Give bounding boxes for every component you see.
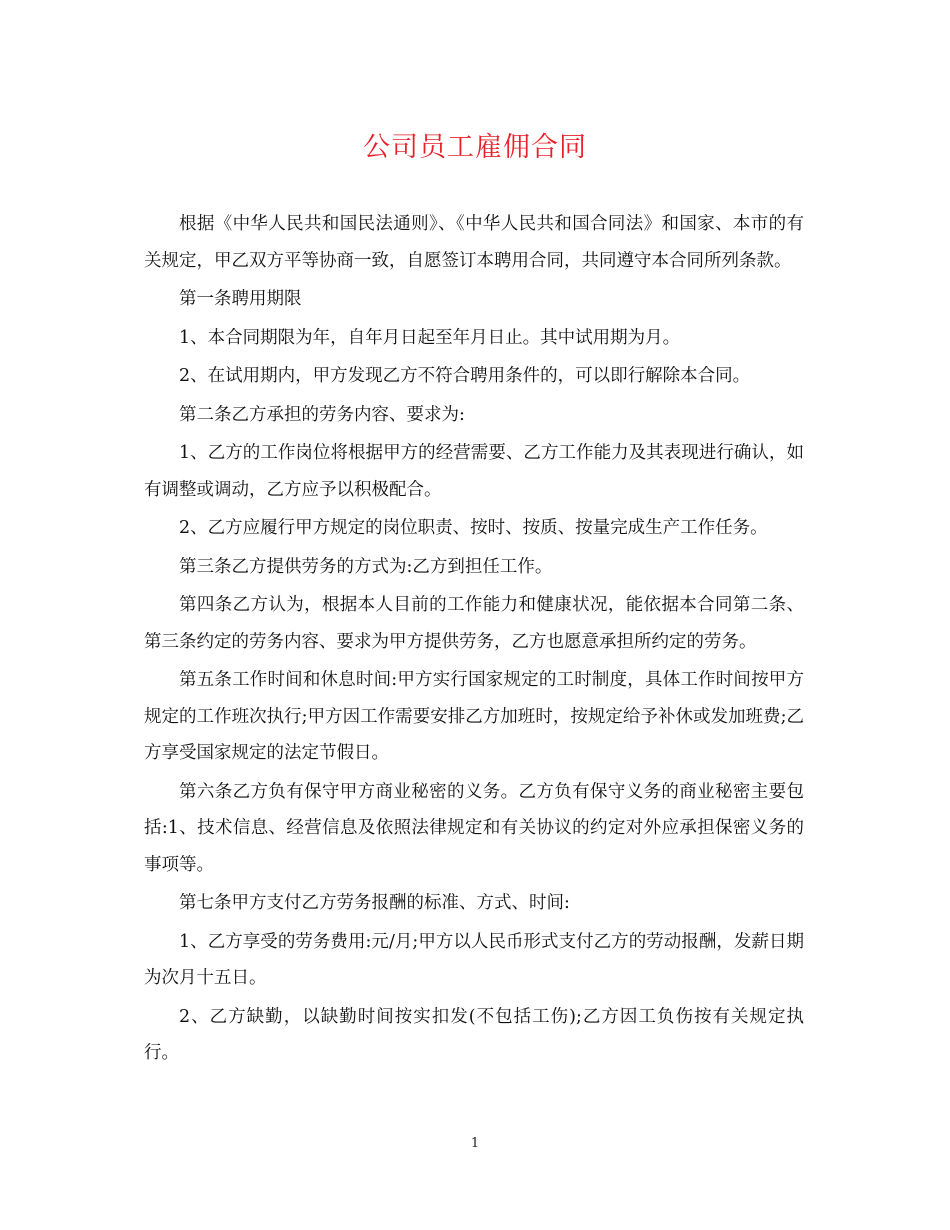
- paragraph-preamble: 根据《中华人民共和国民法通则》、《中华人民共和国合同法》和国家、本市的有关规定，甲乙双方平等协商一致，自愿签订本聘用合同，共同遵守本合同所列条款。: [144, 214, 804, 271]
- paragraph-article-7-item-2: 2、乙方缺勤，以缺勤时间按实扣发(不包括工伤);乙方因工负伤按有关规定执行。: [144, 1006, 804, 1063]
- paragraph-article-4: 第四条乙方认为，根据本人目前的工作能力和健康状况，能依据本合同第二条、第三条约定的劳务内容、要求为甲方提供劳务，乙方也愿意承担所约定的劳务。: [144, 595, 804, 652]
- paragraph-article-7-item-1: 1、乙方享受的劳务费用:元/月;甲方以人民币形式支付乙方的劳动报酬，发薪日期为次月十五日。: [144, 931, 804, 988]
- paragraph-article-3: 第三条乙方提供劳务的方式为:乙方到担任工作。: [179, 556, 553, 577]
- paragraph-article-2-heading: 第二条乙方承担的劳务内容、要求为:: [179, 404, 465, 425]
- paragraph-article-5: 第五条工作时间和休息时间:甲方实行国家规定的工时制度，具体工作时间按甲方规定的工作班次执行;甲方因工作需要安排乙方加班时，按规定给予补休或发加班费;乙方享受国家规定的法定节假日。: [144, 670, 804, 763]
- paragraph-article-1-heading: 第一条聘用期限: [179, 289, 302, 309]
- paragraph-article-1-item-2: 2、在试用期内，甲方发现乙方不符合聘用条件的，可以即行解除本合同。: [179, 366, 751, 386]
- paragraph-article-2-item-1: 1、乙方的工作岗位将根据甲方的经营需要、乙方工作能力及其表现进行确认，如有调整或调动，乙方应予以积极配合。: [144, 443, 804, 500]
- paragraph-article-1-item-1: 1、本合同期限为年，自年月日起至年月日止。其中试用期为月。: [179, 327, 681, 348]
- paragraph-article-6: 第六条乙方负有保守甲方商业秘密的义务。乙方负有保守义务的商业秘密主要包括:1、技术信息、经营信息及依照法律规定和有关协议的约定对外应承担保密义务的事项等。: [144, 781, 804, 875]
- page-number: 1: [470, 1136, 480, 1151]
- paragraph-article-2-item-2: 2、乙方应履行甲方规定的岗位职责、按时、按质、按量完成生产工作任务。: [179, 518, 768, 538]
- paragraph-article-7-heading: 第七条甲方支付乙方劳务报酬的标准、方式、时间:: [179, 893, 570, 913]
- document-body: [144, 206, 804, 1074]
- document-title: 公司员工雇佣合同: [363, 132, 587, 163]
